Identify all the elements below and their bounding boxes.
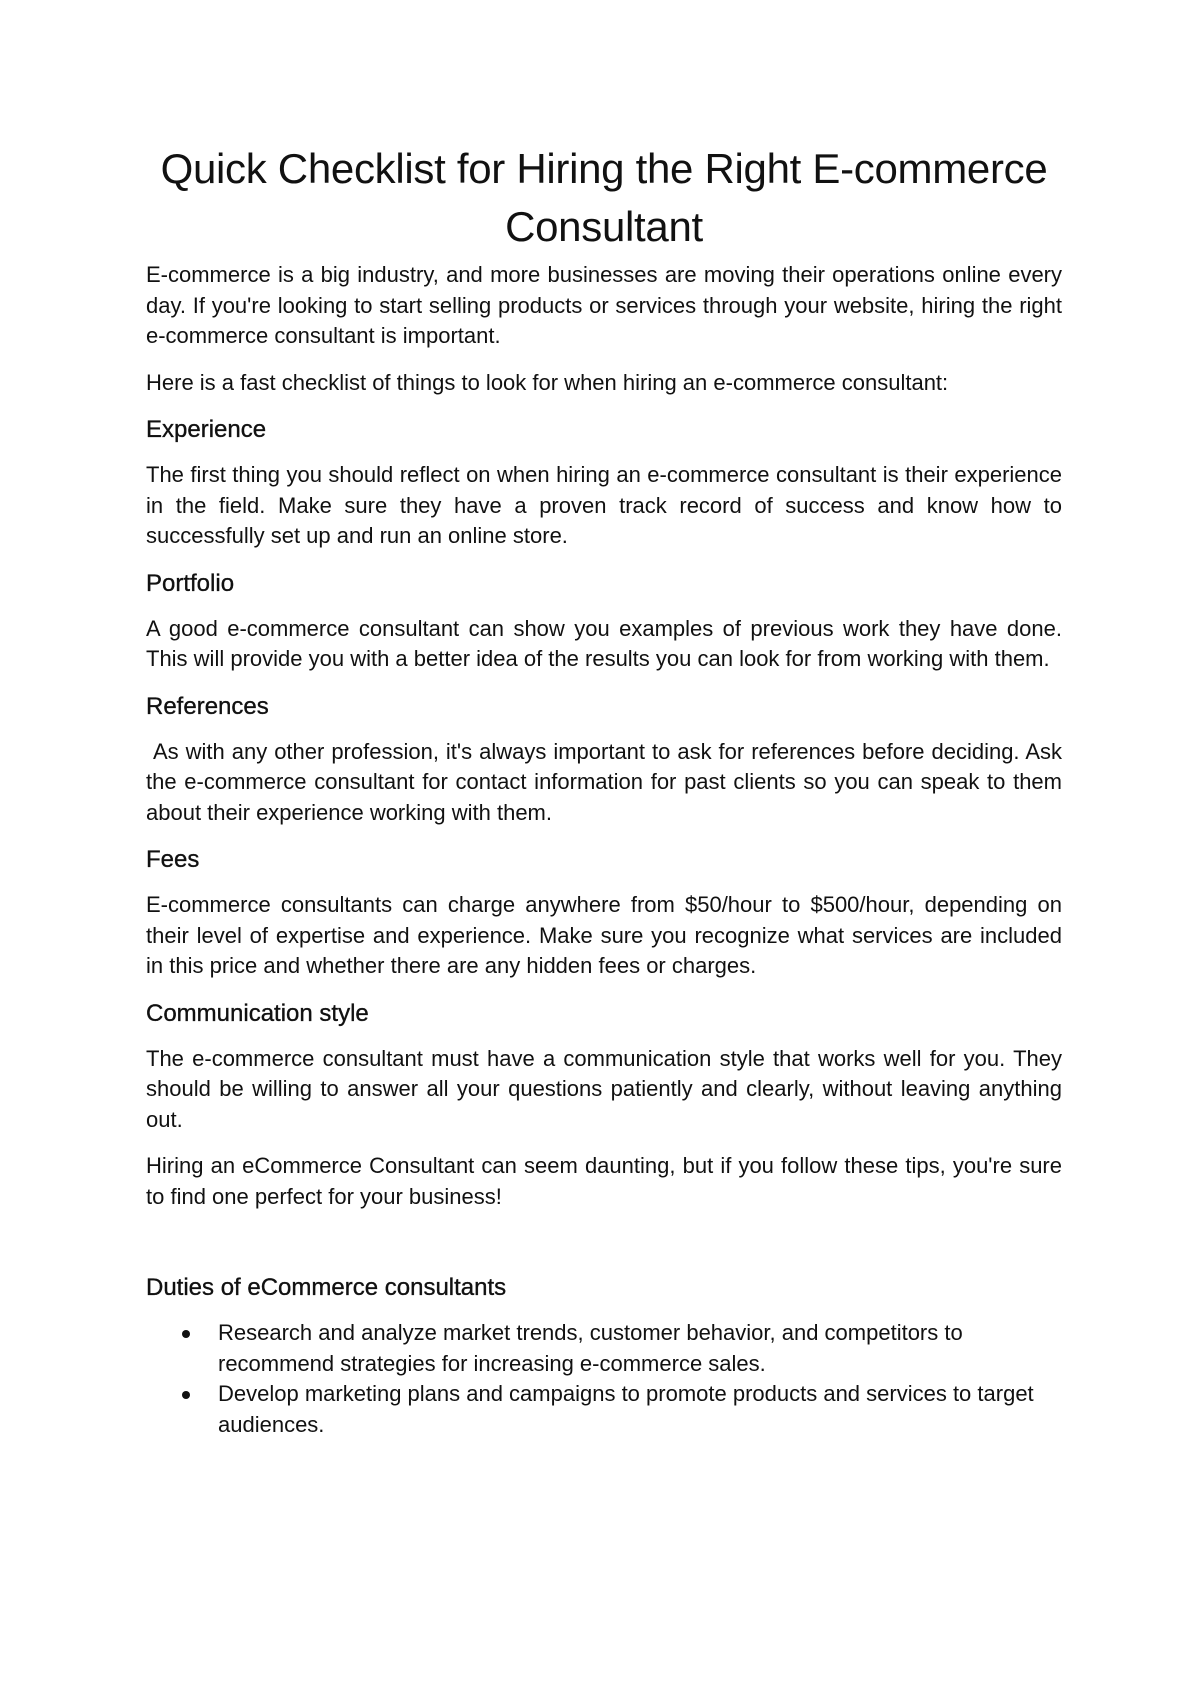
section-heading-experience: Experience	[146, 416, 267, 443]
section-spacer	[146, 1228, 1062, 1272]
list-item	[218, 1379, 1062, 1440]
section-body-communication-style: The e-commerce consultant must have a communication style that works well for you. They should be willing to answer all your questions patiently and clearly, without leaving anything out.	[146, 1045, 1062, 1132]
lead-paragraph: Here is a fast checklist of things to look for when hiring an e-commerce consultant:	[146, 369, 949, 395]
closing-paragraph: Hiring an eCommerce Consultant can seem daunting, but if you follow these tips, you're sure to find one perfect for your business!	[146, 1153, 1062, 1209]
section-heading-references: References	[146, 692, 269, 720]
section-heading-communication-style: Communication style	[146, 999, 369, 1027]
document-page	[146, 140, 1069, 1440]
section-body-fees: E-commerce consultants can charge anywhere from $50/hour to $500/hour, depending on their level of expertise and experience. Make sure you recognize what services are included in this price and whether there are any hidden fees or charges.	[146, 892, 1062, 978]
list-item-text: Research and analyze market trends, customer behavior, and competitors to recommend strategies for increasing e-commerce sales.	[218, 1320, 963, 1376]
list-item	[218, 1318, 1062, 1379]
section-body-references: As with any other profession, it's always important to ask for references before deciding. Ask the e-commerce consultant for contact information for past clients so you can speak to them about their experience working with them.	[146, 738, 1069, 825]
document-title: Quick Checklist for Hiring the Right E-commerce Consultant	[160, 145, 1048, 250]
intro-paragraph: E-commerce is a big industry, and more businesses are moving their operations online every day. If you're looking to start selling products or services through your website, hiring the right e-commerce consultant is important.	[146, 262, 1062, 348]
section-body-portfolio: A good e-commerce consultant can show you examples of previous work they have done. This will provide you with a better idea of the results you can look for from working with them.	[146, 615, 1062, 671]
list-item-text: Develop marketing plans and campaigns to promote products and services to target audiences.	[218, 1381, 1034, 1437]
section-body-experience: The first thing you should reflect on when hiring an e-commerce consultant is their experience in the field. Make sure they have a proven track record of success and know how to successfully set up and run an online store.	[146, 462, 1062, 548]
bullet-icon	[182, 1391, 190, 1399]
section-heading-fees: Fees	[146, 846, 200, 873]
section-heading-portfolio: Portfolio	[146, 569, 235, 597]
duties-heading: Duties of eCommerce consultants	[146, 1274, 507, 1301]
bullet-icon	[182, 1330, 190, 1338]
duties-list	[146, 1318, 1062, 1440]
